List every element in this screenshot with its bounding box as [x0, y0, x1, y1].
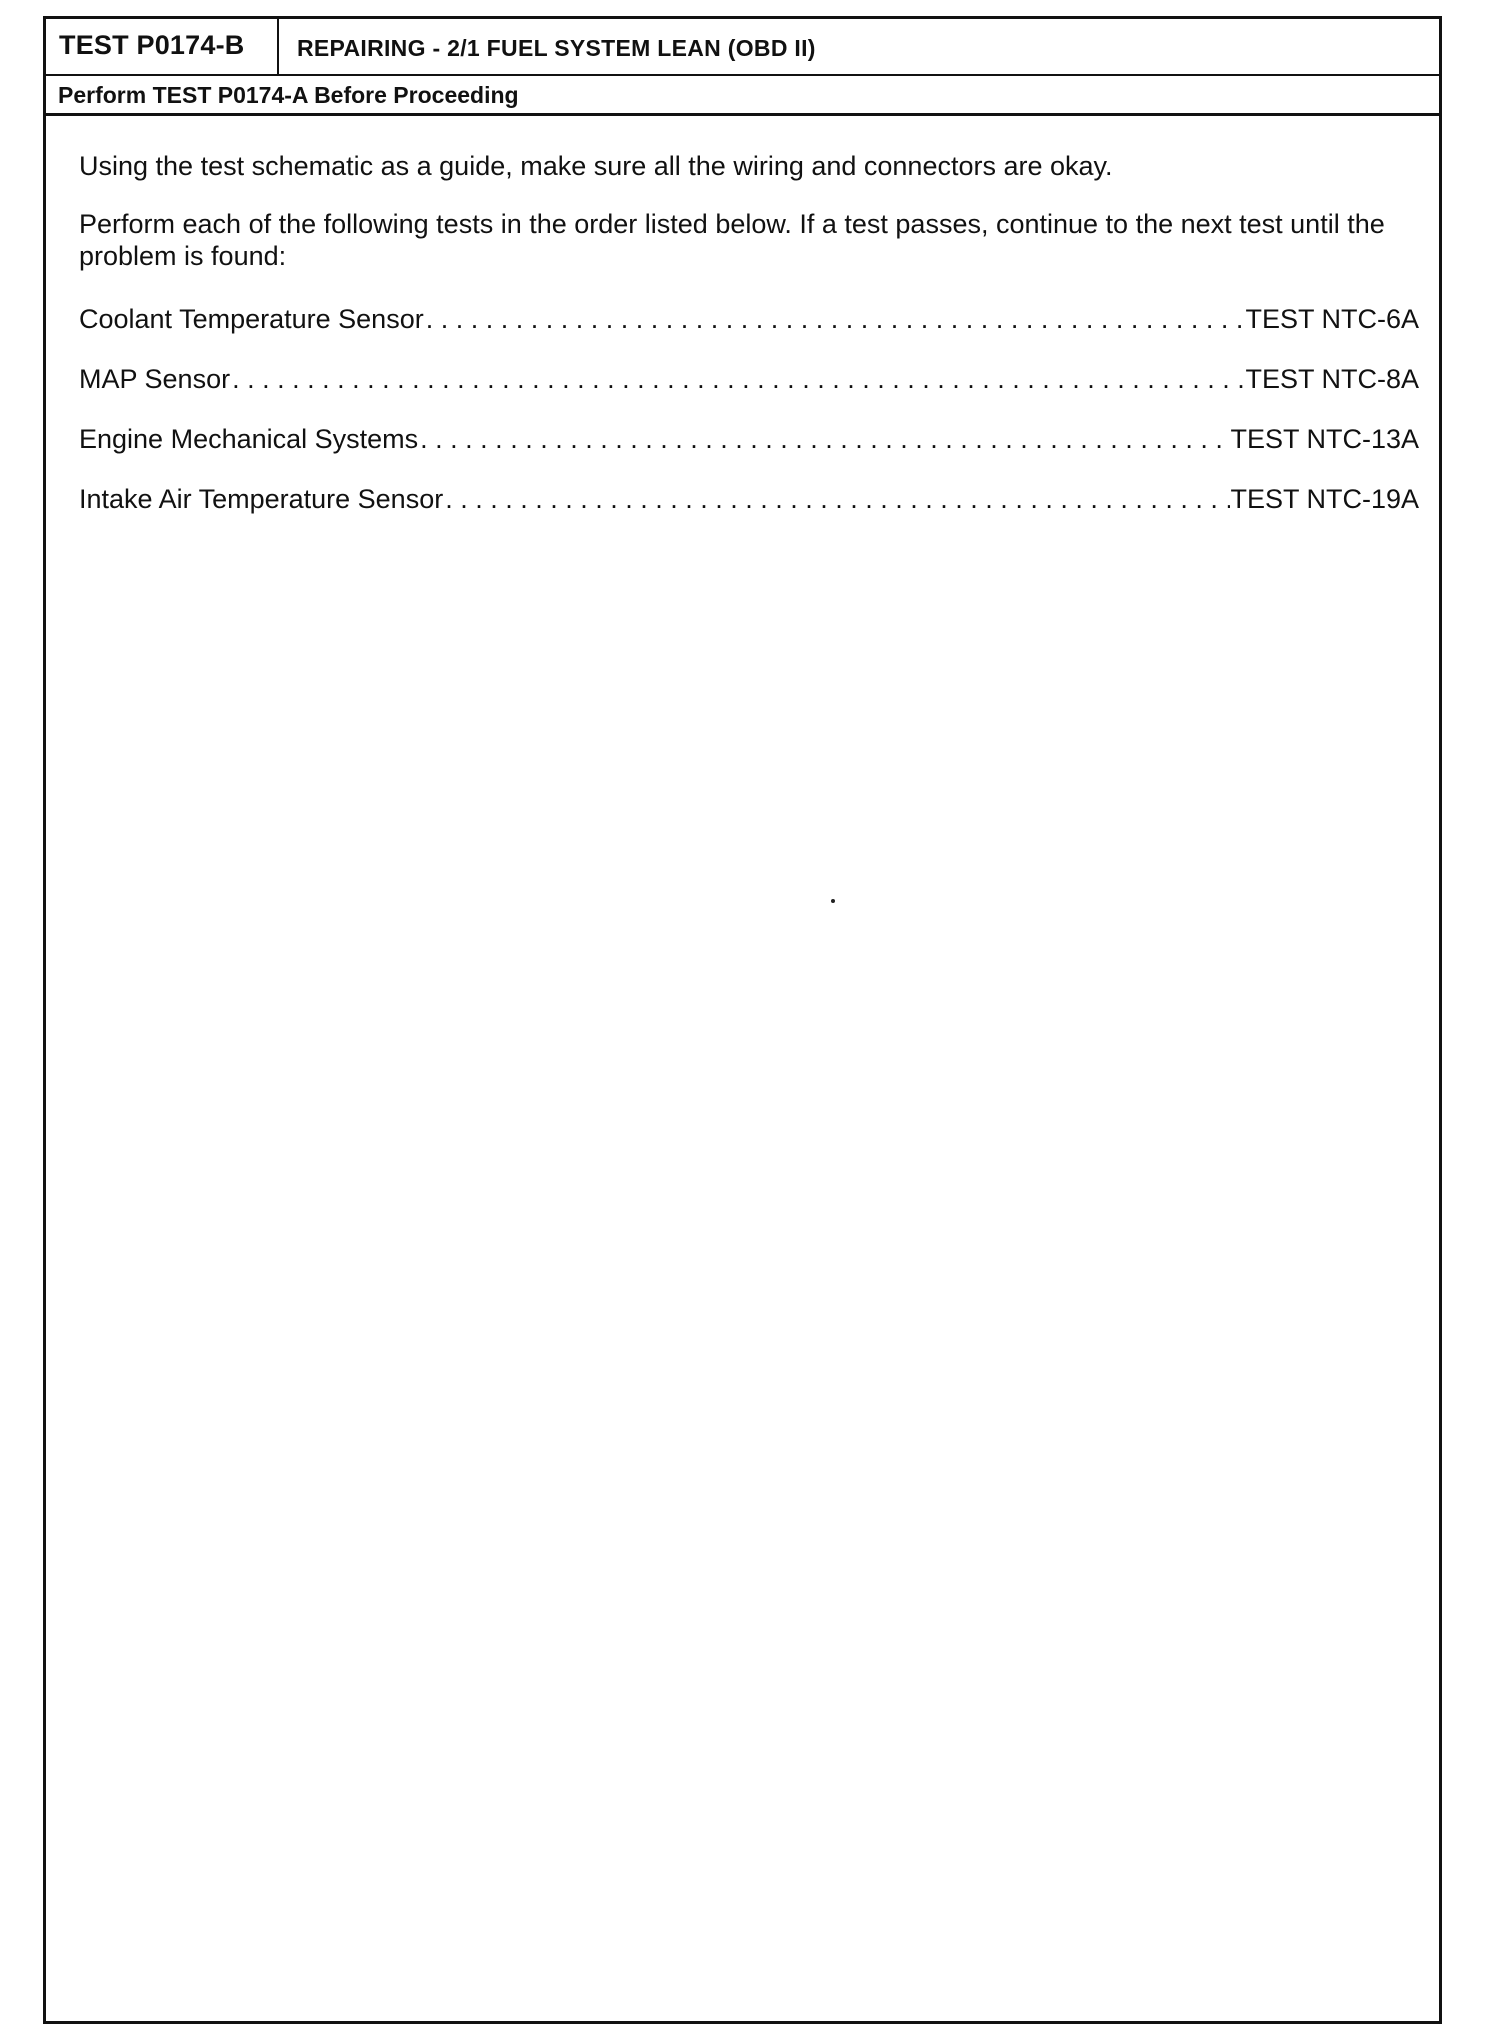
dot-leader — [230, 362, 1245, 396]
test-list-item — [79, 362, 1419, 396]
test-list-item — [79, 482, 1419, 516]
test-reference: TEST NTC-8A — [1245, 364, 1419, 394]
dot-leader — [424, 302, 1246, 336]
test-reference: TEST NTC-6A — [1245, 304, 1419, 334]
test-list-item — [79, 302, 1419, 336]
test-reference: TEST NTC-13A — [1230, 424, 1419, 454]
test-name: Engine Mechanical Systems — [79, 424, 419, 454]
header-row — [46, 19, 1439, 76]
instruction-paragraph: Perform each of the following tests in the order listed below. If a test passes, continue to the next test until the problem is found: — [79, 209, 1385, 271]
prerequisite-note: Perform TEST P0174-A Before Proceeding — [46, 76, 1439, 116]
test-title: REPAIRING - 2/1 FUEL SYSTEM LEAN (OBD II) — [297, 35, 816, 61]
test-name: MAP Sensor — [79, 364, 231, 394]
instruction-paragraph: Using the test schematic as a guide, make sure all the wiring and connectors are okay. — [79, 151, 1113, 181]
test-name: Intake Air Temperature Sensor — [79, 484, 444, 514]
scan-speck — [831, 899, 835, 903]
procedure-table — [43, 16, 1442, 2024]
dot-leader — [418, 422, 1230, 456]
dot-leader — [443, 482, 1230, 516]
test-list-item — [79, 422, 1419, 456]
test-id: TEST P0174-B — [46, 19, 279, 76]
test-name: Coolant Temperature Sensor — [79, 304, 424, 334]
test-reference: TEST NTC-19A — [1230, 484, 1419, 514]
